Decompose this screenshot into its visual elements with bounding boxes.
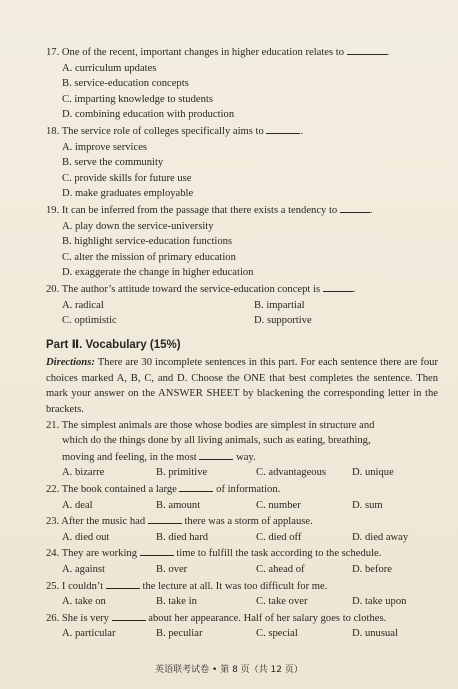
option: C. advantageous bbox=[256, 467, 327, 479]
option: A. against bbox=[62, 564, 105, 575]
option: C. optimistic bbox=[62, 315, 117, 327]
question-text: the lecture at all. It was too difficult for me. bbox=[142, 580, 328, 592]
question-text: 25. I couldn’t bbox=[46, 580, 104, 592]
answer-blank bbox=[347, 44, 387, 55]
question-21 bbox=[46, 418, 438, 481]
option: B. died hard bbox=[156, 531, 209, 543]
option: C. number bbox=[256, 499, 301, 511]
option: D. died away bbox=[352, 531, 409, 543]
question-text: time to fulfill the task according to the schedule. bbox=[176, 548, 382, 560]
question-stem bbox=[46, 123, 438, 140]
question-end: . bbox=[369, 204, 373, 216]
answer-blank bbox=[140, 545, 174, 556]
option: B. highlight service-education functions bbox=[62, 236, 233, 248]
directions-text: There are 30 incomplete sentences in this part. For each sentence there are four choices marked A, B, C, and D. Choose the ONE that best completes the sentence. Then mark your answer on the ANSWER SHEET by blackening the corresponding letter in the brackets. bbox=[46, 357, 438, 416]
option: D. before bbox=[352, 564, 393, 575]
option: B. over bbox=[156, 564, 188, 575]
question-text: 26. She is very bbox=[46, 612, 109, 624]
question-stem bbox=[46, 44, 438, 61]
question-text: 17. One of the recent, important changes in higher education relates to bbox=[46, 47, 344, 58]
question-19 bbox=[46, 202, 438, 281]
option: C. died off bbox=[256, 531, 302, 543]
option: A. curriculum updates bbox=[62, 62, 157, 74]
question-text: of information. bbox=[216, 484, 281, 496]
option: A. play down the service-university bbox=[62, 220, 214, 232]
answer-blank bbox=[106, 578, 140, 589]
option: D. supportive bbox=[254, 315, 312, 327]
question-text: about her appearance. Half of her salary goes to clothes. bbox=[148, 612, 387, 624]
question-stem bbox=[46, 513, 438, 530]
option-row bbox=[46, 465, 438, 481]
page-footer: 英语联考试卷 • 第 8 页（共 12 页） bbox=[155, 665, 303, 675]
question-line bbox=[46, 449, 438, 466]
option: B. take in bbox=[156, 596, 197, 608]
option: C. provide skills for future use bbox=[62, 172, 192, 184]
option: A. bizarre bbox=[62, 467, 105, 479]
option-row bbox=[46, 313, 438, 329]
question-text: 19. It can be inferred from the passage that there exists a tendency to bbox=[46, 204, 338, 216]
option: A. died out bbox=[62, 531, 110, 543]
answer-blank bbox=[112, 610, 146, 621]
question-text: 22. The book contained a large bbox=[46, 484, 177, 496]
option: B. impartial bbox=[254, 299, 305, 311]
option: D. exaggerate the change in higher education bbox=[62, 267, 254, 279]
option-row bbox=[46, 594, 438, 610]
question-26 bbox=[46, 610, 438, 642]
question-23 bbox=[46, 513, 438, 545]
question-text: 18. The service role of colleges specifically aims to bbox=[46, 125, 264, 137]
question-stem bbox=[46, 202, 438, 219]
option-row bbox=[46, 530, 438, 546]
option: D. unusual bbox=[352, 628, 398, 640]
directions bbox=[46, 355, 438, 417]
option: B. amount bbox=[156, 499, 201, 511]
question-text: there was a storm of applause. bbox=[184, 516, 313, 528]
question-line: which do the things done by all living animals, such as eating, breathing, bbox=[62, 435, 371, 447]
question-17 bbox=[46, 44, 438, 123]
directions-label: Directions: bbox=[46, 357, 95, 369]
option-row bbox=[46, 562, 438, 578]
question-end: . bbox=[352, 283, 356, 295]
option: D. take upon bbox=[352, 596, 407, 608]
question-text: moving and feeling, in the most bbox=[62, 451, 197, 463]
question-stem bbox=[46, 281, 438, 298]
option: B. serve the community bbox=[62, 157, 164, 169]
answer-blank bbox=[266, 123, 300, 134]
question-stem bbox=[46, 578, 438, 595]
question-end: . bbox=[386, 47, 390, 58]
option: D. unique bbox=[352, 467, 394, 479]
option: A. radical bbox=[62, 299, 104, 311]
option: C. imparting knowledge to students bbox=[62, 93, 213, 105]
question-stem bbox=[46, 481, 438, 498]
question-stem bbox=[46, 545, 438, 562]
question-end: . bbox=[300, 125, 304, 137]
option: A. particular bbox=[62, 628, 116, 640]
question-25 bbox=[46, 578, 438, 610]
option: D. combining education with production bbox=[62, 109, 235, 121]
option-row bbox=[46, 626, 438, 642]
option: C. special bbox=[256, 628, 298, 640]
option-row bbox=[46, 498, 438, 514]
question-stem bbox=[46, 610, 438, 627]
question-24 bbox=[46, 545, 438, 577]
question-20 bbox=[46, 281, 438, 329]
answer-blank bbox=[323, 281, 353, 292]
answer-blank bbox=[340, 202, 370, 213]
question-text: 20. The author’s attitude toward the service-education concept is bbox=[46, 283, 321, 295]
question-text: 24. They are working bbox=[46, 548, 138, 560]
option: D. sum bbox=[352, 499, 383, 511]
question-18 bbox=[46, 123, 438, 202]
question-line: 21. The simplest animals are those whose bodies are simplest in structure and bbox=[46, 419, 375, 431]
question-22 bbox=[46, 481, 438, 513]
option: A. improve services bbox=[62, 141, 148, 153]
option: D. make graduates employable bbox=[62, 188, 194, 200]
exam-content bbox=[46, 44, 438, 642]
section-title: Part Ⅱ. Vocabulary (15%) bbox=[46, 338, 181, 351]
option: C. take over bbox=[256, 596, 308, 608]
answer-blank bbox=[148, 513, 182, 524]
option: B. service-education concepts bbox=[62, 78, 189, 90]
question-text: way. bbox=[236, 451, 256, 463]
answer-blank bbox=[199, 449, 233, 460]
option: A. take on bbox=[62, 596, 106, 608]
answer-blank bbox=[179, 481, 213, 492]
question-text: 23. After the music had bbox=[46, 516, 146, 528]
option: A. deal bbox=[62, 499, 93, 511]
option-row bbox=[46, 298, 438, 314]
option: B. peculiar bbox=[156, 628, 203, 640]
option: C. alter the mission of primary education bbox=[62, 251, 236, 263]
option: C. ahead of bbox=[256, 564, 305, 575]
option: B. primitive bbox=[156, 467, 208, 479]
